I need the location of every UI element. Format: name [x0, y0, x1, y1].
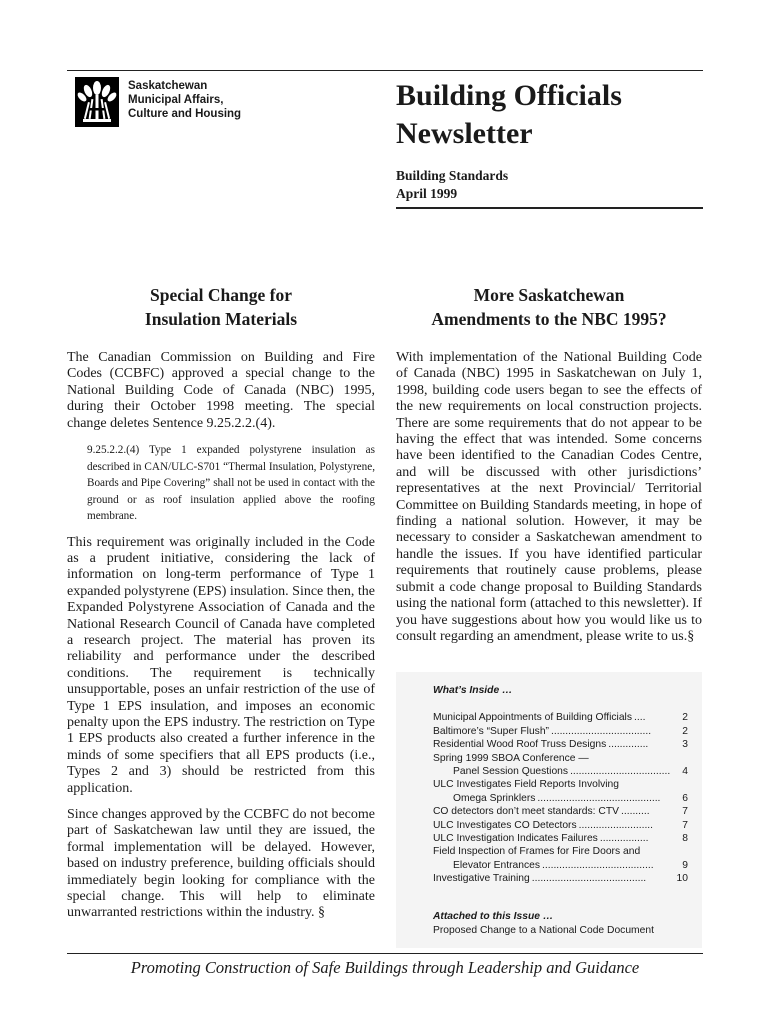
toc-leader-dots: ................................... [570, 766, 671, 778]
newsletter-title [396, 77, 622, 153]
heading-line: Amendments to the NBC 1995? [431, 309, 667, 329]
article-paragraph: With implementation of the National Building Code of Canada (NBC) 1995 in Saskatchewan on July 1, 1998, building code users began to see the effects of the new requirements on local construction projects. There are some requirements that do not appear to be having the effect that was intended. Some concerns have been identified to the Canadian Codes Centre, and will be discussed with other jurisdictions’ representatives at the next Provincial/ Territorial Committee on Building Standards meeting, in hope of finding a national solution. However, it may be necessary to consider a Saskatchewan amendment to handle the issues. If you have identified particular requirements that routinely cause problems, please submit a code change proposal to Building Standards using the national form (attached to this newsletter). If you have suggestions about how you would like us to consult regarding an amendment, please write to us.§ [396, 350, 702, 644]
issue-date: April 1999 [396, 186, 458, 201]
toc-item-title: Panel Session Questions [453, 766, 569, 778]
toc-item-title: Field Inspection of Frames for Fire Doors and [433, 846, 641, 858]
toc-page-number: 9 [682, 859, 688, 871]
title-line: Newsletter [396, 117, 533, 150]
toc-leader-dots: ........................................... [537, 792, 661, 804]
toc-item-title: Omega Sprinklers [453, 792, 536, 804]
org-line: Municipal Affairs, [128, 94, 224, 106]
toc-page-number: 6 [682, 792, 688, 804]
toc-item [433, 845, 688, 858]
toc-page-number: 10 [676, 873, 688, 885]
article-paragraph: This requirement was originally included in the Code as a prudent initiative, considering the lack of information on long-term performance of Type 1 expanded polystyrene (EPS) insulation. Since then, the Expanded Polystyrene Association of Canada and the National Research Council of Canada have completed a research project. The material has proven its reliability and performance under the described conditions. The requirement is technically unsupportable, poses an unfair restriction of the use of Type 1 EPS insulation, and imposes an economic penalty upon the EPS industry. The restriction on Type 1 EPS products also created a further inference in the minds of some specifiers that all EPS products (i.e., Types 2 and 3) should be restricted from this application. [67, 534, 375, 796]
article-paragraph: Since changes approved by the CCBFC do not become part of Saskatchewan law until they are issued, the formal implementation will be delayed. However, based on industry preference, building officials should immediately begin looking for compliance with the special change. This will help to eliminate unwarranted restrictions within the industry. § [67, 807, 375, 921]
toc-item [433, 738, 688, 751]
department-name: Building Standards [396, 168, 509, 183]
toc-item [433, 832, 688, 845]
code-quote: 9.25.2.2.(4) Type 1 expanded polystyrene insulation as described in CAN/ULC-S701 “Thermal Insulation, Polystyrene, Boards and Pipe Covering” shall not be used in contact with the ground or as roof insulation applied above the roofing membrane. [87, 444, 375, 523]
article-heading [396, 283, 702, 331]
org-line: Saskatchewan [128, 80, 208, 92]
attached-heading: Attached to this Issue … [433, 910, 554, 922]
attached-item: Proposed Change to a National Code Document [433, 925, 654, 937]
article-paragraph: The Canadian Commission on Building and Fire Codes (CCBFC) approved a special change to the National Building Code of Canada (NBC) 1995, during their October 1998 meeting. The special change deletes Sentence 9.25.2.2.(4). [67, 350, 375, 431]
article-amendments [396, 283, 702, 645]
toc-item-title: ULC Investigation Indicates Failures [433, 833, 598, 845]
toc-item [433, 872, 688, 885]
toc-item-title: CO detectors don’t meet standards: CTV [433, 806, 619, 818]
toc-leader-dots: ................. [599, 833, 649, 845]
toc-item [433, 765, 688, 778]
toc-page-number: 2 [682, 712, 688, 724]
toc-page-number: 4 [682, 766, 688, 778]
toc-leader-dots: ................................... [550, 725, 652, 737]
toc-page-number: 3 [682, 739, 688, 751]
heading-line: More Saskatchewan [473, 285, 625, 305]
toc-item-title: Spring 1999 SBOA Conference — [433, 752, 589, 764]
toc-item-title: ULC Investigates CO Detectors [433, 819, 577, 831]
article-insulation [67, 283, 375, 922]
toc-page-number: 8 [682, 833, 688, 845]
article-heading [67, 283, 375, 331]
toc-item-title: Residential Wood Roof Truss Designs [433, 739, 607, 751]
footer-rule [67, 953, 703, 954]
header-bottom-rule [396, 207, 703, 209]
organization-name [128, 79, 241, 121]
toc-item [433, 711, 688, 724]
toc-leader-dots: .... [634, 712, 646, 724]
toc-page-number: 7 [682, 819, 688, 831]
title-line: Building Officials [396, 79, 622, 112]
toc-item-title: Baltimore’s “Super Flush” [433, 725, 549, 737]
toc-page-number: 2 [682, 725, 688, 737]
toc-leader-dots: .......... [621, 806, 650, 818]
toc-page-number: 7 [682, 806, 688, 818]
wheat-sheaf-logo-icon [75, 77, 119, 127]
toc-item [433, 805, 688, 818]
toc-leader-dots: ....................................... [542, 859, 654, 871]
heading-line: Insulation Materials [144, 309, 298, 329]
toc-item [433, 859, 688, 872]
issue-info [396, 167, 508, 203]
footer-tagline: Promoting Construction of Safe Buildings through Leadership and Guidance [130, 958, 640, 977]
toc-item-title: ULC Investigates Field Reports Involving [433, 779, 620, 791]
toc-item [433, 819, 688, 832]
toc-leader-dots: ........................................ [531, 873, 647, 885]
toc-item [433, 778, 688, 791]
whats-inside-heading: What’s Inside … [433, 685, 513, 696]
toc-item-title: Investigative Training [433, 873, 530, 885]
toc-leader-dots: .............. [608, 739, 649, 751]
top-rule [67, 70, 703, 71]
org-line: Culture and Housing [128, 108, 242, 120]
toc-item-title: Municipal Appointments of Building Officials [433, 712, 632, 724]
toc-item-title: Elevator Entrances [453, 859, 540, 871]
toc-item [433, 752, 688, 765]
toc-item [433, 725, 688, 738]
whats-inside-box [396, 672, 702, 948]
toc-list [433, 711, 688, 885]
toc-leader-dots: .......................... [578, 819, 654, 831]
heading-line: Special Change for [150, 285, 292, 305]
toc-item [433, 792, 688, 805]
